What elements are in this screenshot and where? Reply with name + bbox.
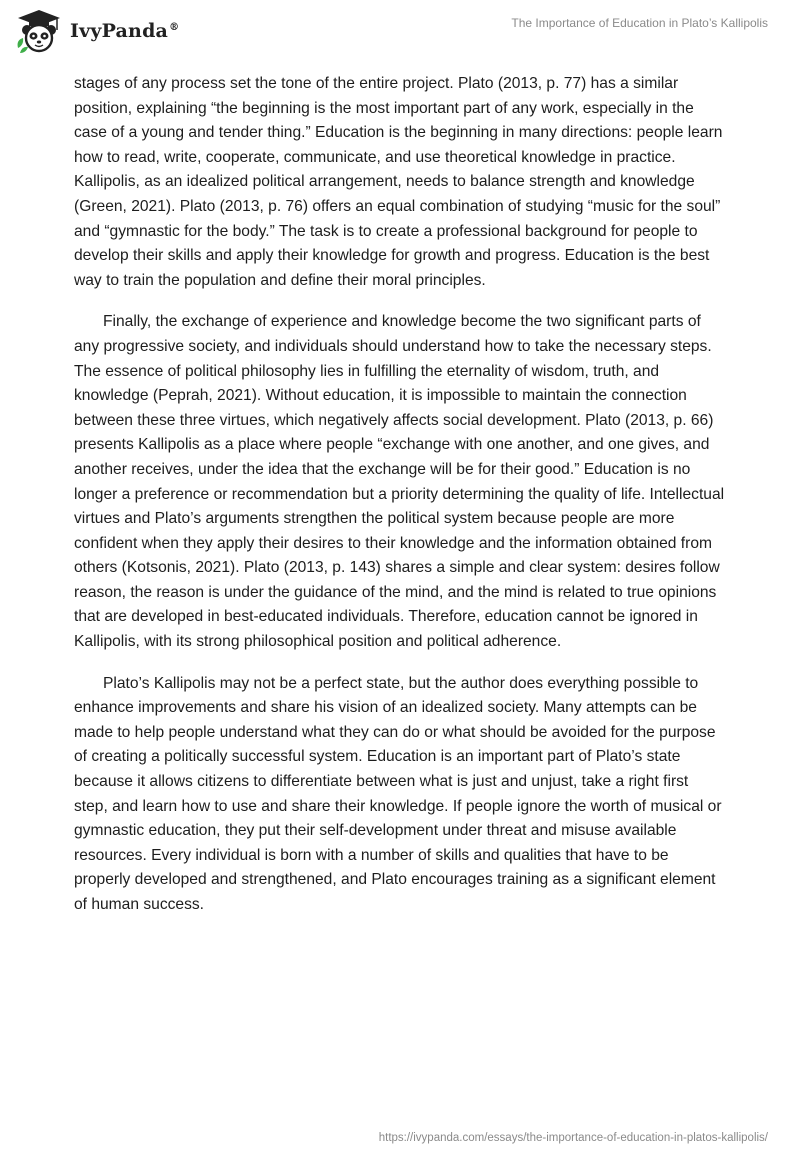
logo-text: IvyPanda: [70, 20, 169, 42]
logo-wordmark: [70, 20, 179, 42]
page-header: [0, 0, 800, 64]
essay-body: [74, 72, 726, 935]
paragraph-2: Finally, the exchange of experience and knowledge become the two significant parts of any progressive society, and individuals should understand how to take the necessary steps. The essence of political philosophy lies in fulfilling the eternality of wisdom, truth, and knowledge (Peprah, 2021). Without education, it is impossible to maintain the connection between these three virtues, which negatively affects social development. Plato (2013, p. 66) presents Kallipolis as a place where people “exchange with one another, and one gives, and another receives, under the idea that the exchange will be for their good.” Education is no longer a preference or recommendation but a priority determining the quality of life. Intellectual virtues and Plato’s arguments strengthen the political system because people are more confident when they apply their desires to their knowledge and the information obtained from others (Kotsonis, 2021). Plato (2013, p. 143) shares a simple and clear system: desires follow reason, the reason is under the guidance of the mind, and the mind is related to true opinions that are developed in best-educated individuals. Therefore, education cannot be ignored in Kallipolis, with its strong philosophical position and political adherence.: [74, 313, 725, 651]
document-title: The Importance of Education in Plato’s Kallipolis: [511, 16, 768, 30]
registered-mark: ®: [169, 21, 180, 33]
source-url[interactable]: https://ivypanda.com/essays/the-importance-of-education-in-platos-kallipolis/: [378, 1132, 768, 1144]
ivypanda-logo[interactable]: [14, 8, 179, 54]
paragraph-3: Plato’s Kallipolis may not be a perfect state, but the author does everything possible to enhance improvements and share his vision of an idealized society. Many attempts can be made to help people understand what they can do or what should be avoided for the purpose of creating a politically successful system. Education is an important part of Plato’s state because it allows citizens to differentiate between what is just and unjust, take a right first step, and learn how to use and share their knowledge. If people ignore the worth of musical or gymnastic education, they put their self-development under threat and misuse available resources. Every individual is born with a number of skills and qualities that have to be properly developed and strengthened, and Plato encourages training as a significant element of human success.: [74, 674, 722, 913]
panda-graduation-cap-icon: [14, 8, 64, 54]
paragraph-1: stages of any process set the tone of the entire project. Plato (2013, p. 77) has a similar position, explaining “the beginning is the most important part of any work, especially in the case of a young and tender thing.” Education is the beginning in many directions: people learn how to read, write, cooperate, communicate, and use theoretical knowledge in practice. Kallipolis, as an idealized political arrangement, needs to balance strength and knowledge (Green, 2021). Plato (2013, p. 76) offers an equal combination of studying “music for the soul” and “gymnastic for the body.” The task is to create a professional background for people to develop their skills and apply their knowledge for growth and progress. Education is the best way to train the population and define their moral principles.: [74, 75, 723, 289]
